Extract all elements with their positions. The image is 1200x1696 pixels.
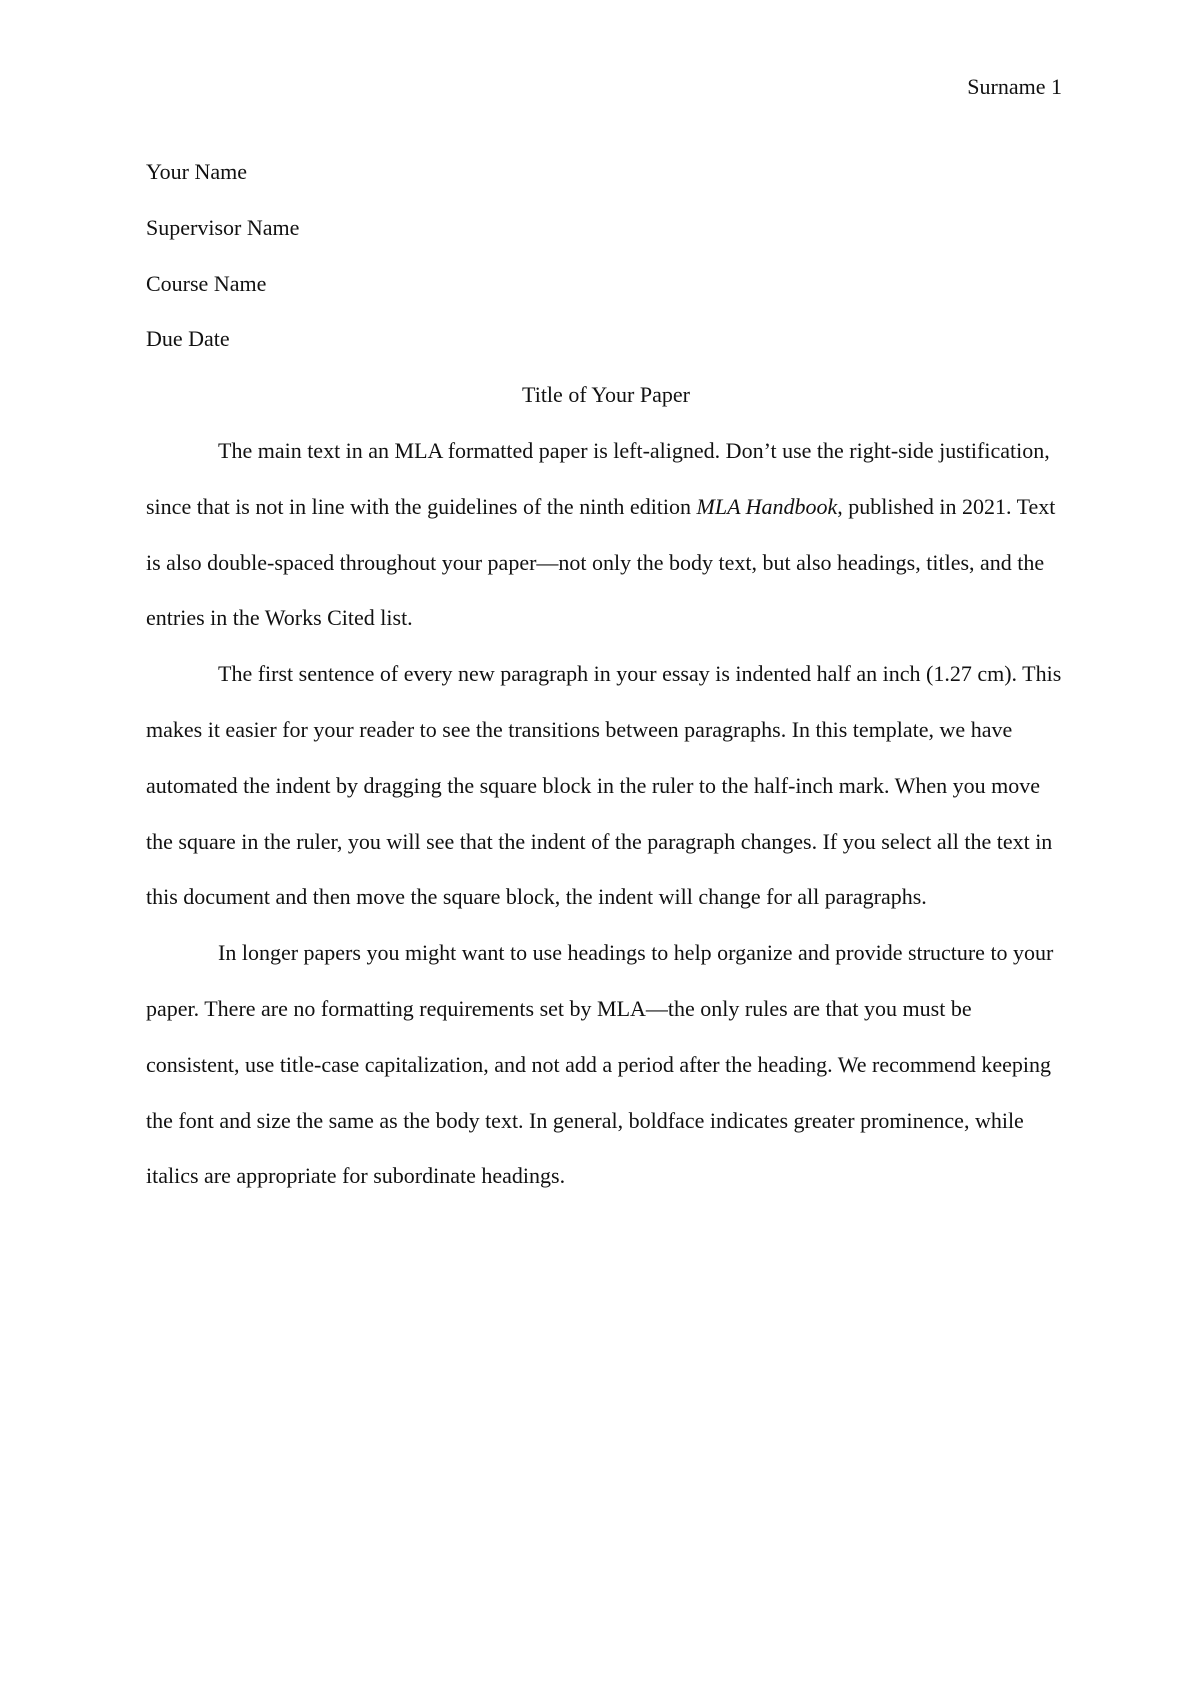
paper-title: Title of Your Paper (522, 382, 690, 408)
course-name: Course Name (146, 270, 267, 296)
author-name: Your Name (146, 159, 248, 184)
running-head: Surname 1 (967, 74, 1062, 99)
paragraph-2: The first sentence of every new paragraph in your essay is indented half an inch (1.27 cm). This makes it easier for your reader to see the transitions between paragraphs. In this template, we have automated the indent by dragging the square block in the ruler to the half-inch mark. When you move the square in the ruler, you will see that the indent of the paragraph changes. If you select all the text in this document and then move the square block, the indent will change for all paragraphs. (146, 661, 1062, 910)
document-body (146, 144, 1066, 1204)
paragraph-1-italic-title: MLA Handbook (696, 493, 838, 519)
paragraph-1-text-end: , published in 2021. Text is also double-spaced throughout your paper—not only the body text, but also headings, titles, and the entries in the Works Cited list. (146, 493, 1056, 631)
supervisor-name: Supervisor Name (146, 214, 300, 240)
due-date: Due Date (146, 326, 230, 352)
paragraph-1 (146, 423, 1066, 646)
paragraph-3: In longer papers you might want to use headings to help organize and provide structure to your paper. There are no formatting requirements set by MLA—the only rules are that you must be consistent, use title-case capitalization, and not add a period after the heading. We recommend keeping the font and size the same as the body text. In general, boldface indicates greater prominence, while italics are appropriate for subordinate headings. (146, 940, 1054, 1189)
paragraph-1-text-start: The main text in an MLA formatted paper is left-aligned. Don’t use the right-side justification, since that is not in line with the guidelines of the ninth edition (146, 437, 1050, 519)
